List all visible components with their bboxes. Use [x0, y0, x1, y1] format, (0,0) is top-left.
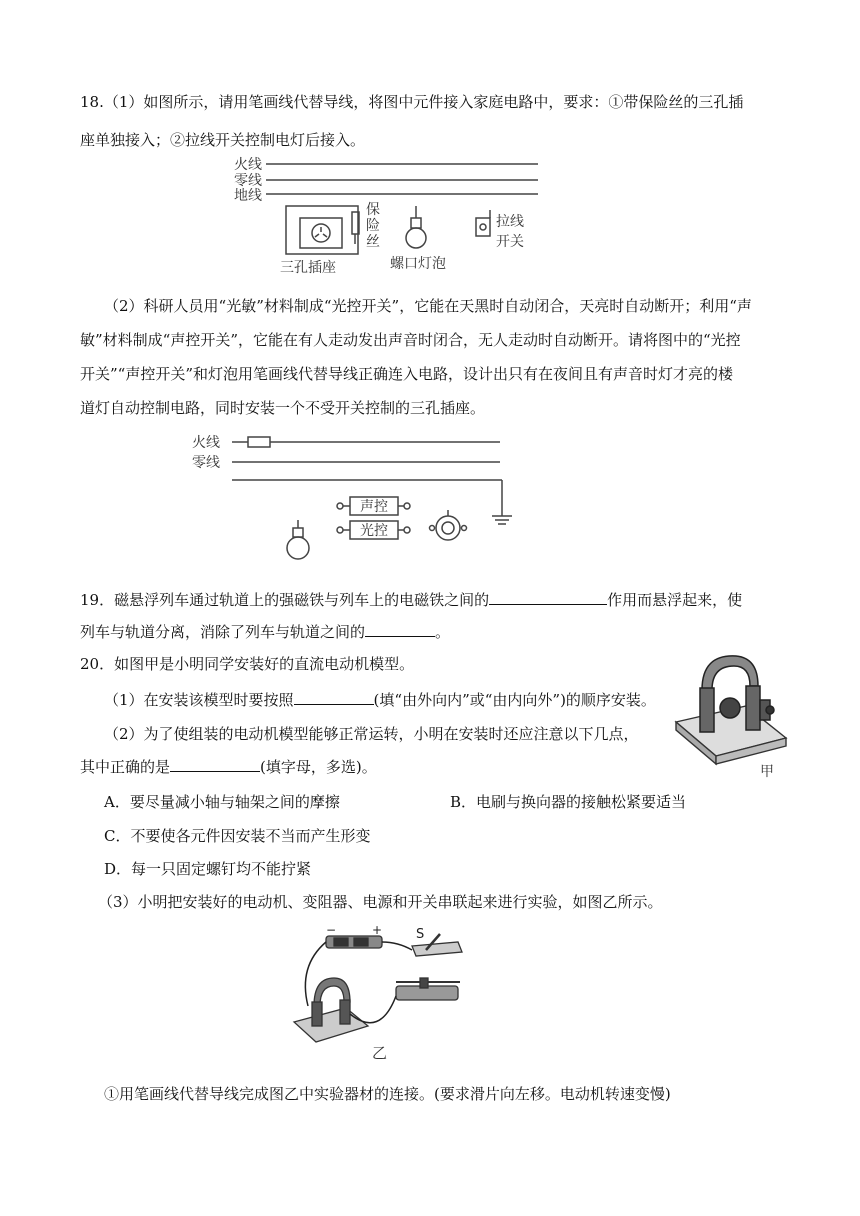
- ground-wire-label: 地线: [234, 188, 262, 204]
- switch-s-label: S: [416, 927, 425, 942]
- q18-p1-line1: 18.（1）如图所示，请用笔画线代替导线，将图中元件接入家庭电路中，要求：①带保险丝的三孔插: [80, 93, 744, 111]
- household-circuit-figure: [228, 154, 548, 274]
- q20-blank-2[interactable]: [170, 757, 260, 772]
- light-switch-label: 光控: [360, 523, 388, 539]
- neutral-wire-label-2: 零线: [192, 455, 220, 471]
- q18-p2-line4: 道灯自动控制电路，同时安装一个不受开关控制的三孔插座。: [80, 399, 486, 417]
- switch-label-2: 开关: [496, 234, 524, 250]
- q20-s1-a: （1）在安装该模型时要按照: [104, 691, 294, 709]
- q19-blank-2[interactable]: [365, 622, 435, 637]
- switch-label-1: 拉线: [496, 214, 524, 230]
- q20-s2-line2-b: (填字母，多选)。: [260, 758, 377, 776]
- figure-yi-caption: 乙: [372, 1044, 388, 1062]
- q20-s2-line2: [80, 757, 377, 777]
- socket-label: 三孔插座: [280, 260, 336, 274]
- q19-line1-b: 作用而悬浮起来，使: [607, 591, 743, 609]
- experiment-setup-figure: [290, 926, 490, 1062]
- option-c: C．不要使各元件因安装不当而产生形变: [104, 827, 371, 845]
- q18-p2-line2: 敏”材料制成“声控开关”，它能在有人走动发出声音时闭合，无人走动时自动断开。请将图中的“光控: [80, 331, 741, 349]
- sound-switch-label: 声控: [360, 499, 388, 515]
- option-b: B．电刷与换向器的接触松紧要适当: [450, 793, 687, 811]
- q18-p1-line2: 座单独接入；②拉线开关控制电灯后接入。: [80, 131, 366, 149]
- live-wire-label-2: 火线: [192, 435, 220, 451]
- fuse-char-3: 丝: [366, 234, 380, 250]
- q19-line2-a: 列车与轨道分离，消除了列车与轨道之间的: [80, 623, 366, 641]
- figure-labels: [234, 156, 446, 274]
- q19-line1-a: 19．磁悬浮列车通过轨道上的强磁铁与列车上的电磁铁之间的: [80, 591, 490, 609]
- bulb-label: 螺口灯泡: [390, 256, 446, 272]
- q20-s1: [104, 690, 656, 710]
- switch-label: [496, 213, 524, 250]
- battery-plus-label: +: [372, 926, 383, 937]
- fuse-char-1: 保: [366, 202, 380, 218]
- option-a: A．要尽量减小轴与轴架之间的摩擦: [104, 793, 340, 811]
- battery-minus-label: −: [326, 926, 337, 937]
- live-wire-label: 火线: [234, 157, 262, 173]
- figure-jia-caption: 甲: [760, 764, 774, 780]
- neutral-wire-label: 零线: [234, 173, 262, 189]
- q20-intro: 20．如图甲是小明同学安装好的直流电动机模型。: [80, 655, 415, 673]
- motor-model-figure: [672, 652, 792, 780]
- q19-line2-b: 。: [435, 623, 451, 641]
- q18-p2-line1: （2）科研人员用“光敏”材料制成“光控开关”，它能在天黑时自动闭合，天亮时自动断开；利用“声: [104, 297, 752, 315]
- fuse-char-2: 险: [366, 218, 380, 234]
- q18-p2-line3: 开关”“声控开关”和灯泡用笔画线代替导线正确连入电路，设计出只有在夜间且有声音时灯才亮的楼: [80, 365, 734, 383]
- stairway-light-circuit-figure: [190, 428, 525, 568]
- q20-s2-line2-a: 其中正确的是: [80, 758, 171, 776]
- q19-line2: [80, 622, 450, 642]
- q20-blank-1[interactable]: [294, 690, 374, 705]
- q20-s3-q1: ①用笔画线代替导线完成图乙中实验器材的连接。(要求滑片向左移。电动机转速变慢): [104, 1085, 671, 1103]
- q19-line1: [80, 590, 742, 610]
- option-d: D．每一只固定螺钉均不能拧紧: [104, 860, 312, 878]
- q20-s3: （3）小明把安装好的电动机、变阻器、电源和开关串联起来进行实验，如图乙所示。: [98, 893, 663, 911]
- q19-blank-1[interactable]: [489, 590, 607, 605]
- q20-s1-b: (填“由外向内”或“由内向外”)的顺序安装。: [373, 691, 656, 709]
- fuse-label-vertical: [366, 202, 380, 250]
- q20-s2-line1: （2）为了使组装的电动机模型能够正常运转，小明在安装时还应注意以下几点，: [104, 725, 639, 743]
